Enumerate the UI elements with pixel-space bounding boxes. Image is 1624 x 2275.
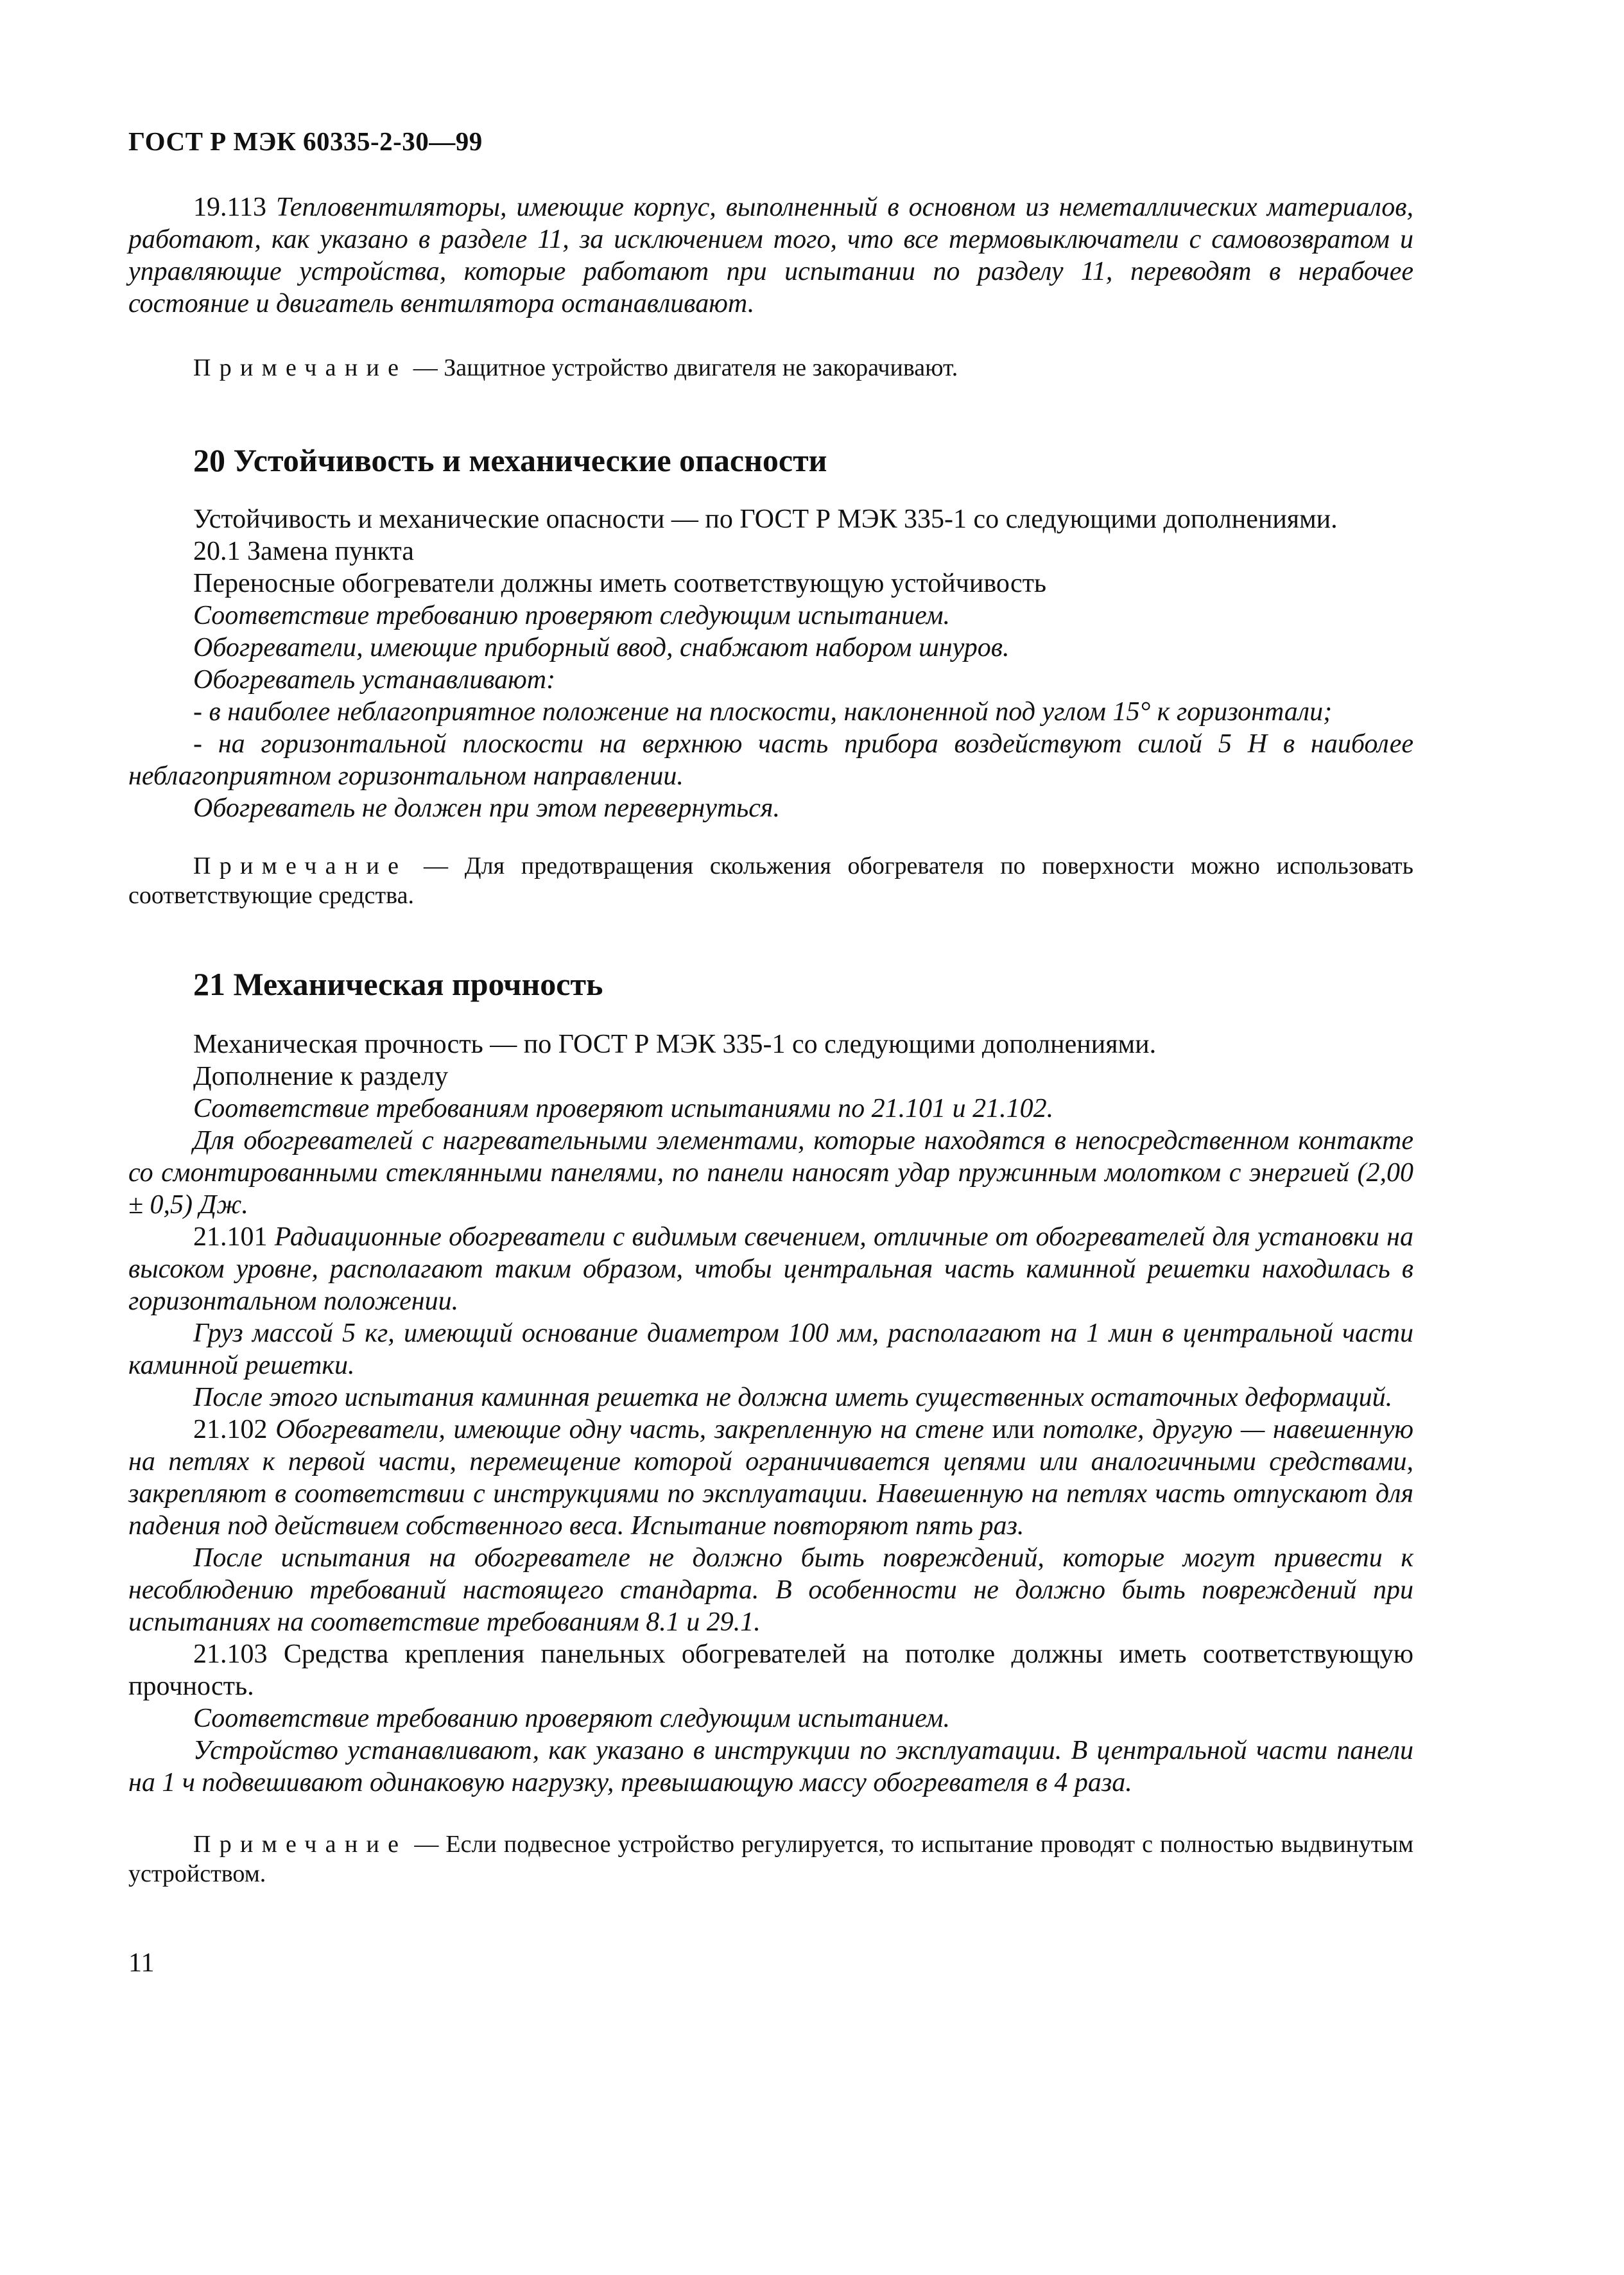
test-instruction: Обогреватели, имеющие приборный ввод, снабжают набором шнуров. [193, 633, 1010, 662]
requirement-text: Переносные обогреватели должны иметь соответствующую устойчивость [193, 569, 1047, 598]
clause-21-101 [128, 1221, 1413, 1317]
clause-21-103: 21.103 Средства крепления панельных обогревателей на потолке должны иметь соответствующую прочность. [128, 1639, 1413, 1701]
section-intro: Механическая прочность — по ГОСТ Р МЭК 335-1 со следующими дополнениями. [193, 1030, 1157, 1059]
compliance-check: Соответствие требованиям проверяют испытаниями по 21.101 и 21.102. [193, 1094, 1054, 1123]
note-dash: — [407, 852, 465, 879]
list-item: - на горизонтальной плоскости на верхнюю часть прибора воздействуют силой 5 Н в наиболее неблагоприятном горизонтальном направлении. [128, 729, 1413, 791]
section-heading: 21 Механическая прочность [193, 966, 603, 1002]
section-intro: Устойчивость и механические опасности — по ГОСТ Р МЭК 335-1 со следующими дополнениями. [193, 505, 1338, 534]
test-instruction: Устройство устанавливают, как указано в инструкции по эксплуатации. В центральной части панели на 1 ч подвешивают одинаковую нагрузку, превышающую массу обогревателя в 4 раза. [128, 1736, 1413, 1797]
document-code-header: ГОСТ Р МЭК 60335-2-30—99 [128, 126, 483, 156]
clause-text: Радиационные обогреватели с видимым свечением, отличные от обогревателей для установки на высоком уровне, располагают таким образом, чтобы центральная часть каминной решетки находилась в горизонтальном положении. [128, 1222, 1413, 1316]
clause-text: Обогреватели, имеющие одну часть, закрепленную на стене [275, 1415, 984, 1444]
clause-21-102 [128, 1414, 1413, 1542]
clause-number: 21.101 [193, 1222, 268, 1252]
compliance-check: Соответствие требованию проверяют следующим испытанием. [193, 1704, 951, 1733]
test-instruction: Груз массой 5 кг, имеющий основание диаметром 100 мм, располагают на 1 мин в центральной части каминной решетки. [128, 1319, 1413, 1380]
compliance-check: Соответствие требованию проверяют следующим испытанием. [193, 601, 951, 630]
clause-19-113 [128, 191, 1413, 320]
note-text: Если подвесное устройство регулируется, то испытание проводят с полностью выдвинутым устройством. [128, 1831, 1413, 1887]
note-label: Примечание [193, 354, 408, 381]
clause-20-1: 20.1 Замена пункта [193, 537, 414, 566]
note-text: Для предотвращения скольжения обогревателя по поверхности можно использовать соответствующие средства. [128, 852, 1413, 909]
addition-label: Дополнение к разделу [193, 1062, 449, 1091]
note [128, 353, 1413, 383]
section-heading: 20 Устойчивость и механические опасности [193, 442, 827, 478]
test-result: После этого испытания каминная решетка не должна иметь существенных остаточных деформаций. [193, 1383, 1393, 1412]
page-number: 11 [128, 1948, 155, 1978]
note-label: Примечание [193, 1831, 408, 1858]
note-dash: — [407, 354, 444, 381]
clause-number: 19.113 [193, 193, 266, 222]
test-result: После испытания на обогревателе не должно быть повреждений, которые могут привести к несоблюдению требований настоящего стандарта. В особенности не должно быть повреждений при испытаниях на соответствие требованиям 8.1 и 29.1. [128, 1543, 1413, 1637]
clause-text: Тепловентиляторы, имеющие корпус, выполненный в основном из неметаллических материалов, работают, как указано в разделе 11, за исключением того, что все термовыключатели с самовозвратом и управляющие устройства, которые работают при испытании по разделу 11, переводят в нерабочее состояние и двигатель вентилятора останавливают. [128, 193, 1414, 318]
note-dash: — [407, 1831, 446, 1858]
note-label: Примечание [193, 852, 408, 879]
note [128, 851, 1413, 910]
note-text: Защитное устройство двигателя не закорачивают. [444, 354, 958, 381]
clause-number: 21.102 [193, 1415, 268, 1444]
test-result: Обогреватель не должен при этом перевернуться. [193, 793, 780, 823]
clause-text-upright: или [992, 1415, 1035, 1444]
document-body [128, 191, 1413, 1889]
test-instruction: Для обогревателей с нагревательными элементами, которые находятся в непосредственном контакте со смонтированными стеклянными панелями, по панели наносят удар пружинным молотком с энергией (2,00 ± 0,5) Дж. [128, 1126, 1413, 1220]
clause-text: потолке, другую — навешенную на петлях к первой части, перемещение которой ограничивается цепями или аналогичными средствами, закрепляют в соответствии с инструкциями по эксплуатации. Навешенную на петлях часть отпускают для падения под действием собственного веса. Испытание повторяют пять раз. [128, 1415, 1414, 1541]
test-instruction: Обогреватель устанавливают: [193, 665, 556, 695]
note [128, 1830, 1413, 1889]
list-item: - в наиболее неблагоприятное положение на плоскости, наклоненной под углом 15° к горизонтали; [193, 697, 1333, 727]
